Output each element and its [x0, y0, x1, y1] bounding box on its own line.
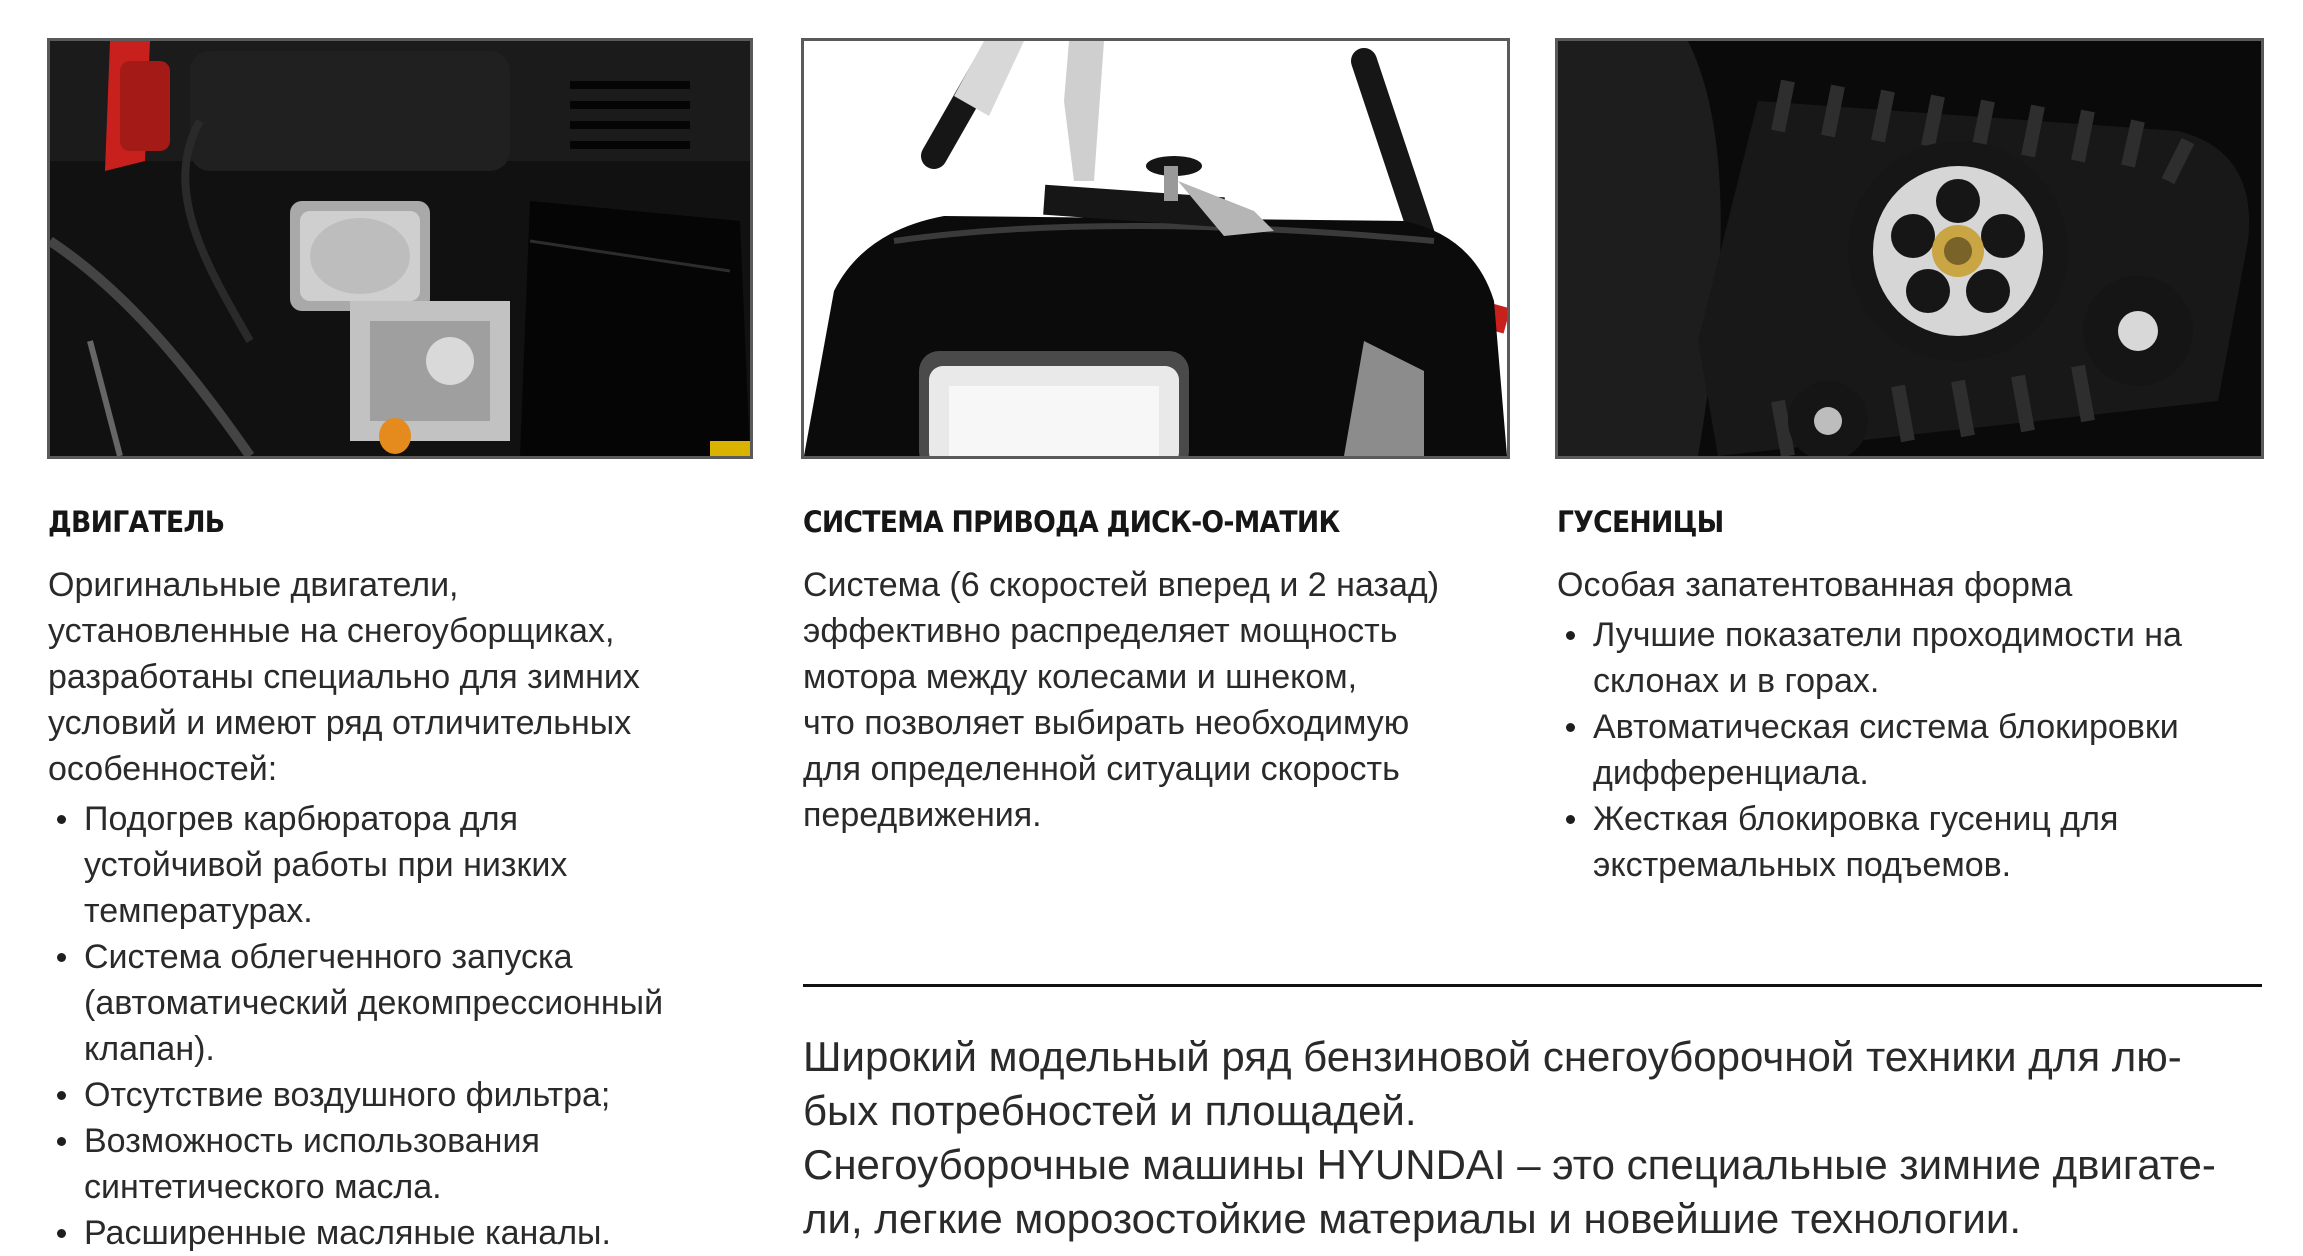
- paragraph-line: Оригинальные двигатели,: [48, 566, 459, 604]
- drive-system-illustration: [804, 41, 1507, 456]
- list-item: [48, 1072, 748, 1118]
- paragraph-line: для определенной ситуации скорость: [803, 750, 1400, 788]
- list-item-line: Расширенные масляные каналы.: [84, 1214, 611, 1252]
- list-item-line: склонах и в горах.: [1593, 662, 1880, 700]
- section-heading: ГУСЕНИЦЫ: [1557, 505, 1724, 539]
- section-heading: СИСТЕМА ПРИВОДА ДИСК-О-МАТИК: [803, 505, 1340, 539]
- engine-photo: [47, 38, 753, 459]
- paragraph-line: мотора между колесами и шнеком,: [803, 658, 1358, 696]
- paragraph-line: передвижения.: [803, 796, 1042, 834]
- list-item: [1557, 612, 2277, 704]
- summary-line: Снегоуборочные машины HYUNDAI – это специальные зимние двигате-: [803, 1141, 2216, 1188]
- tracks-section: [1557, 500, 2277, 888]
- list-item-line: Жесткая блокировка гусениц для: [1593, 800, 2119, 838]
- paragraph-line: эффективно распределяет мощность: [803, 612, 1398, 650]
- paragraph-line: разработаны специально для зимних: [48, 658, 640, 696]
- engine-section: [48, 500, 748, 1256]
- summary-text: [803, 1030, 2263, 1246]
- drive-system-photo: [801, 38, 1510, 459]
- feature-list: [48, 796, 748, 1256]
- list-item-line: Отсутствие воздушного фильтра;: [84, 1076, 611, 1114]
- feature-list: [1557, 612, 2277, 888]
- list-item-line: Подогрев карбюратора для: [84, 800, 519, 838]
- list-item: [1557, 796, 2277, 888]
- section-paragraph: [803, 562, 1503, 838]
- paragraph-line: Система (6 скоростей вперед и 2 назад): [803, 566, 1440, 604]
- list-item: [1557, 704, 2277, 796]
- paragraph-line: особенностей:: [48, 750, 278, 788]
- list-item: [48, 934, 748, 1072]
- summary-line: бых потребностей и площадей.: [803, 1087, 1417, 1134]
- paragraph-line: что позволяет выбирать необходимую: [803, 704, 1410, 742]
- list-item-line: Возможность использования: [84, 1122, 540, 1160]
- section-paragraph: [1557, 562, 2277, 608]
- summary-line: ли, легкие морозостойкие материалы и новейшие технологии.: [803, 1195, 2021, 1242]
- list-item-line: дифференциала.: [1593, 754, 1869, 792]
- drive-system-section: [803, 500, 1503, 838]
- paragraph-line: установленные на снегоуборщиках,: [48, 612, 615, 650]
- section-paragraph: [48, 562, 748, 792]
- paragraph-line: условий и имеют ряд отличительных: [48, 704, 632, 742]
- list-item-line: устойчивой работы при низких: [84, 846, 568, 884]
- tracks-photo: [1555, 38, 2264, 459]
- list-item-line: экстремальных подъемов.: [1593, 846, 2012, 884]
- list-item-line: (автоматический декомпрессионный: [84, 984, 664, 1022]
- engine-illustration: [50, 41, 750, 456]
- list-item-line: Лучшие показатели проходимости на: [1593, 616, 2182, 654]
- section-divider: [803, 984, 2262, 987]
- list-item-line: клапан).: [84, 1030, 215, 1068]
- list-item: [48, 796, 748, 934]
- list-item: [48, 1118, 748, 1210]
- list-item-line: температурах.: [84, 892, 313, 930]
- summary-line: Широкий модельный ряд бензиновой снегоуборочной техники для лю-: [803, 1033, 2182, 1080]
- section-heading: ДВИГАТЕЛЬ: [48, 505, 225, 539]
- list-item-line: Система облегченного запуска: [84, 938, 573, 976]
- list-item-line: Автоматическая система блокировки: [1593, 708, 2179, 746]
- paragraph-line: Особая запатентованная форма: [1557, 566, 2073, 604]
- list-item-line: синтетического масла.: [84, 1168, 442, 1206]
- tracks-illustration: [1558, 41, 2261, 456]
- list-item: [48, 1210, 748, 1256]
